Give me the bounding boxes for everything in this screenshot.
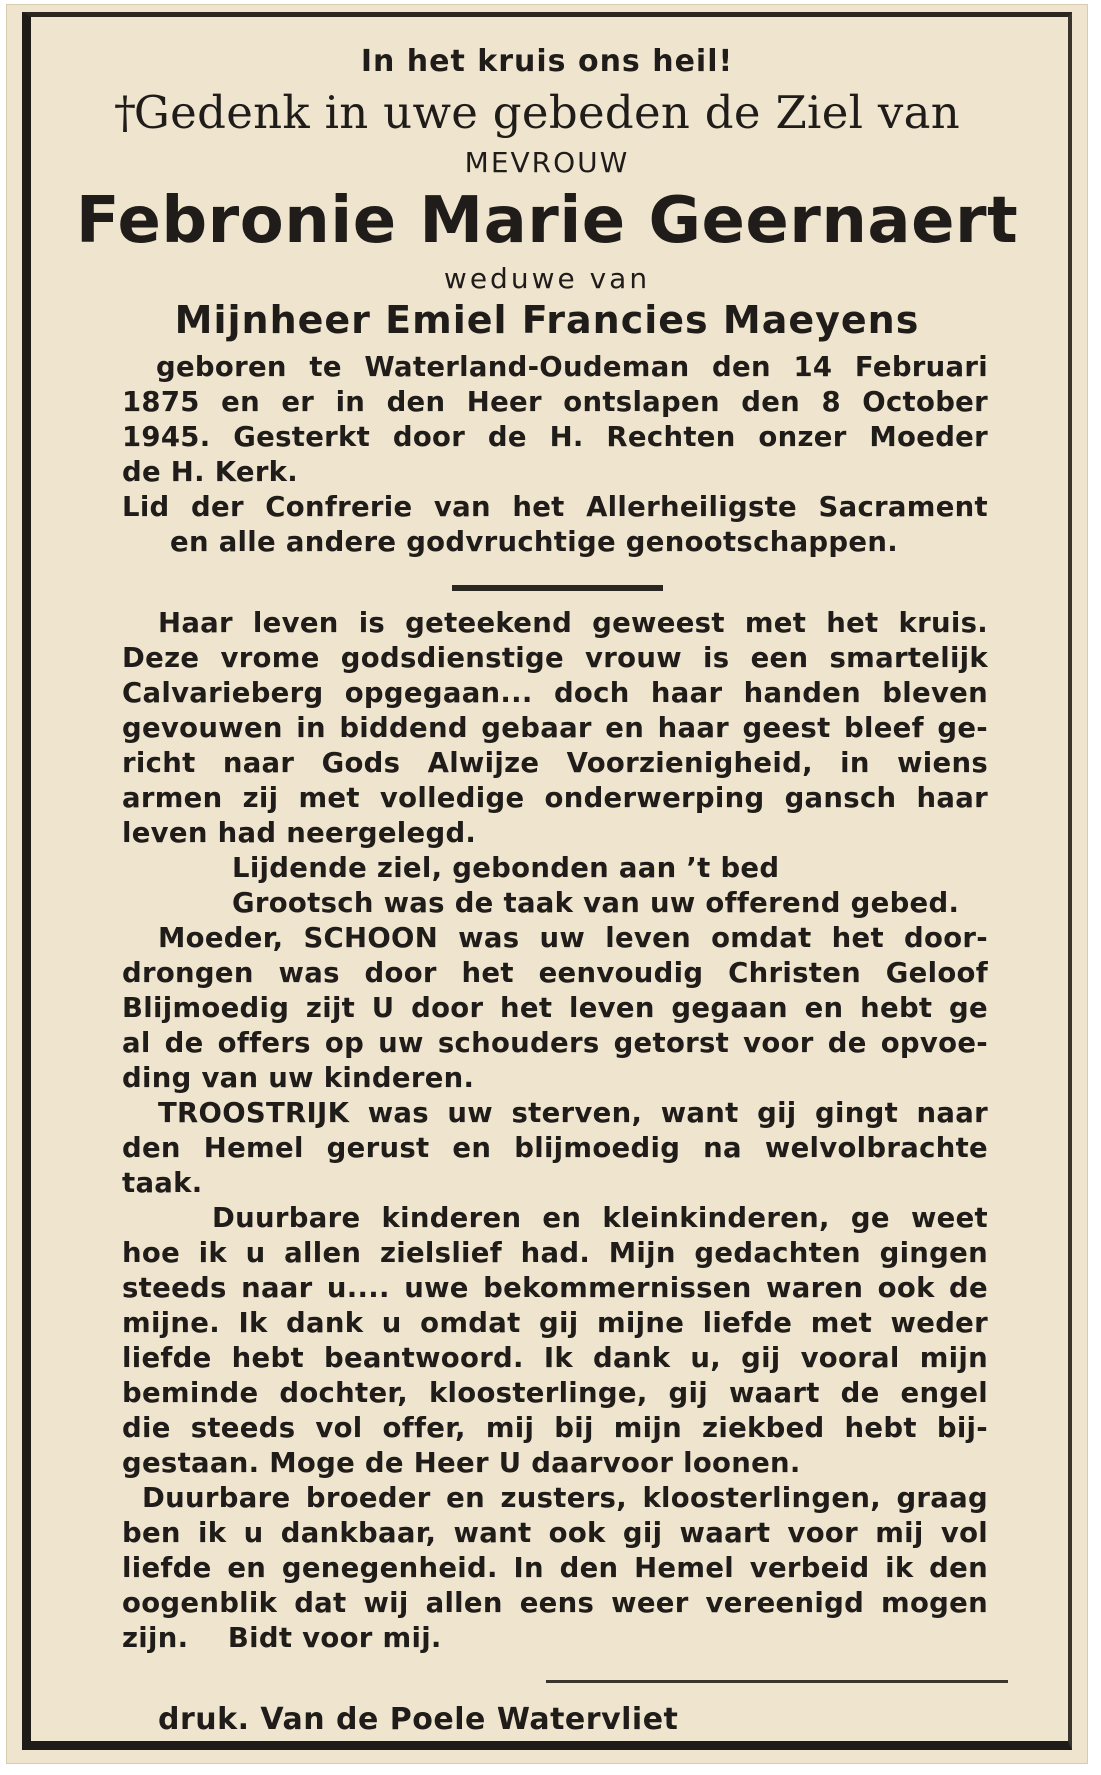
text-line: Duurbare broeder en zusters, kloosterlingen, graag: [142, 1482, 988, 1514]
text-line: oogenblik dat wij allen eens weer vereenigd mogen: [122, 1587, 988, 1619]
poem-line: Grootsch was de taak van uw offerend gebed.: [232, 887, 960, 919]
text-line: Blijmoedig zijt U door het leven gegaan en hebt ge: [122, 992, 988, 1024]
bio-line: 1875 en er in den Heer ontslapen den 8 October: [122, 386, 988, 418]
text-line: steeds naar u.... uwe bekommernissen waren ook de: [122, 1272, 988, 1304]
text-line: die steeds vol offer, mij bij mijn ziekbed hebt bij-: [122, 1412, 988, 1444]
bio-line: de H. Kerk.: [122, 456, 299, 488]
closing-line: zijn. Bidt voor mij.: [122, 1622, 442, 1654]
memorial-card: [6, 4, 1088, 1764]
text-line: hoe ik u allen zielslief had. Mijn gedachten gingen: [122, 1237, 988, 1269]
title-mevrouw: MEVROUW: [464, 146, 630, 179]
text-line: Duurbare kinderen en kleinkinderen, ge weet: [212, 1202, 988, 1234]
bio-line: Lid der Confrerie van het Allerheiligste Sacrament: [122, 491, 988, 523]
text-line: beminde dochter, kloosterlinge, gij waart de engel: [122, 1377, 988, 1409]
text-line: richt naar Gods Alwijze Voorzienigheid, in wiens: [122, 747, 988, 779]
text-line: Moeder, SCHOON was uw leven omdat het door-: [158, 922, 988, 954]
text-line: ben ik u dankbaar, want ook gij waart voor mij vol: [122, 1517, 988, 1549]
cross-icon: †: [114, 88, 136, 139]
bio-line: geboren te Waterland-Oudeman den 14 Februari: [156, 351, 988, 383]
relation-text: weduwe van: [443, 262, 651, 295]
poem-line: Lijdende ziel, gebonden aan ’t bed: [232, 852, 780, 884]
text-line: taak.: [122, 1167, 203, 1199]
motto: In het kruis ons heil!: [360, 44, 734, 79]
text-line: drongen was door het eenvoudig Christen Geloof: [122, 957, 988, 989]
text-line: Deze vrome godsdienstige vrouw is een smartelijk: [122, 642, 988, 674]
text-line: Haar leven is geteekend geweest met het kruis.: [158, 607, 988, 639]
text-line: leven had neergelegd.: [122, 817, 477, 849]
text-line: mijne. Ik dank u omdat gij mijne liefde met weder: [122, 1307, 988, 1339]
text-line: gestaan. Moge de Heer U daarvoor loonen.: [122, 1447, 801, 1479]
text-line: den Hemel gerust en blijmoedig na welvolbrachte: [122, 1132, 988, 1164]
text-line: TROOSTRIJK was uw sterven, want gij gingt naar: [158, 1097, 988, 1129]
divider-rule: [452, 585, 663, 591]
biography-block: [122, 350, 988, 560]
printer-credit: druk. Van de Poele Watervliet: [158, 1702, 679, 1737]
footer-rule: [546, 1680, 1008, 1683]
text-line: liefde hebt beantwoord. Ik dank u, gij vooral mijn: [122, 1342, 988, 1374]
prayer-heading: Gedenk in uwe gebeden de Ziel van: [133, 86, 961, 139]
bio-line: en alle andere godvruchtige genootschappen.: [170, 526, 898, 558]
text-line: Calvarieberg opgegaan... doch haar handen bleven: [122, 677, 988, 709]
bio-line: 1945. Gesterkt door de H. Rechten onzer Moeder: [122, 421, 988, 453]
text-line: gevouwen in biddend gebaar en haar geest bleef ge-: [122, 712, 988, 744]
eulogy-text: [122, 606, 988, 1656]
text-line: al de offers op uw schouders getorst voor de opvoe-: [122, 1027, 988, 1059]
text-line: ding van uw kinderen.: [122, 1062, 475, 1094]
deceased-name: Febronie Marie Geernaert: [75, 184, 1019, 258]
text-line: armen zij met volledige onderwerping gansch haar: [122, 782, 988, 814]
text-line: liefde en genegenheid. In den Hemel verbeid ik den: [122, 1552, 988, 1584]
husband-name: Mijnheer Emiel Francies Maeyens: [174, 298, 920, 342]
